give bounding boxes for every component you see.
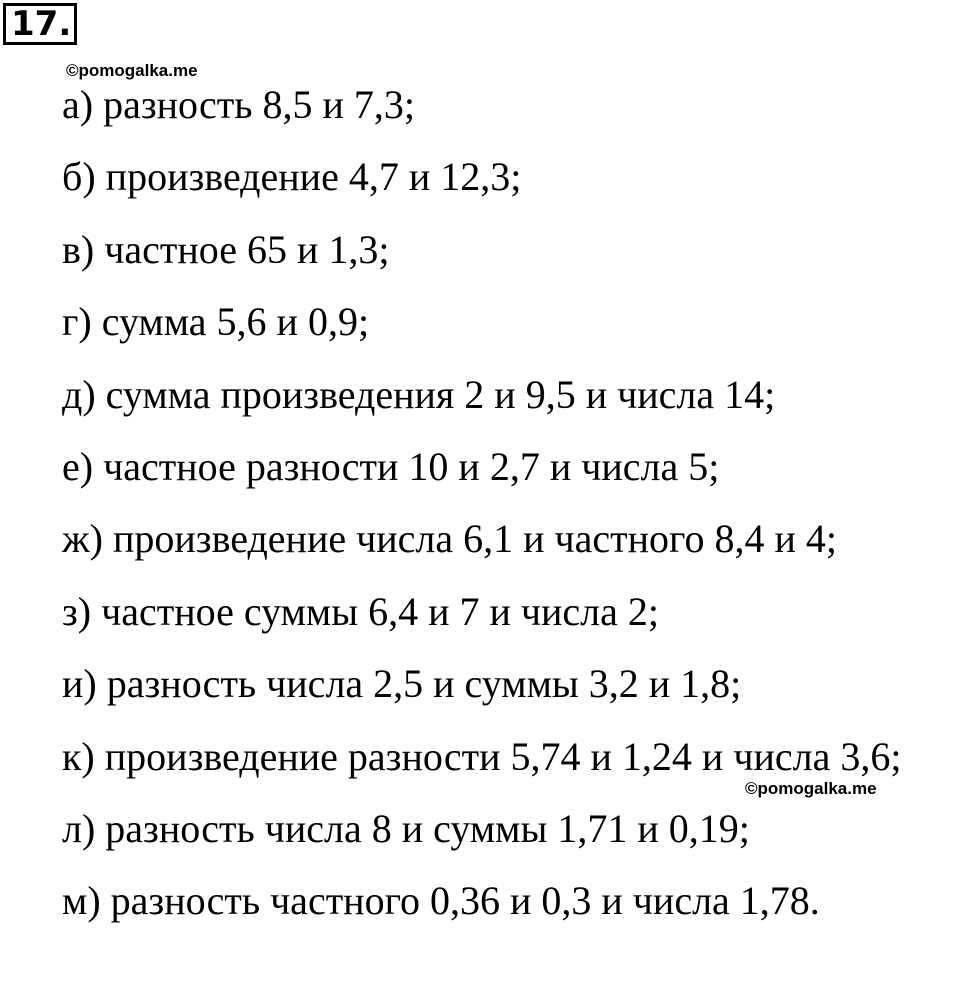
watermark-top: ©pomogalka.me <box>66 61 198 80</box>
exercise-item-b: б) произведение 4,7 и 12,3; <box>62 154 522 200</box>
exercise-item-l: л) разность числа 8 и суммы 1,71 и 0,19; <box>62 805 750 851</box>
exercise-item-d: д) сумма произведения 2 и 9,5 и числа 14; <box>62 371 776 417</box>
task-number: 17. <box>3 3 77 45</box>
exercise-list <box>62 82 901 951</box>
exercise-item-zh: ж) произведение числа 6,1 и частного 8,4 и 4; <box>62 516 837 562</box>
exercise-item-a: а) разность 8,5 и 7,3; <box>62 82 416 127</box>
exercise-item-m: м) разность частного 0,36 и 0,3 и числа 1,78. <box>62 878 820 924</box>
exercise-item-g: г) сумма 5,6 и 0,9; <box>62 299 370 345</box>
exercise-item-v: в) частное 65 и 1,3; <box>62 226 390 272</box>
exercise-item-z: з) частное суммы 6,4 и 7 и числа 2; <box>62 588 659 634</box>
exercise-item-i: и) разность числа 2,5 и суммы 3,2 и 1,8; <box>62 661 742 707</box>
exercise-item-e: е) частное разности 10 и 2,7 и числа 5; <box>62 443 720 489</box>
watermark-middle: ©pomogalka.me <box>745 779 877 798</box>
exercise-item-k: к) произведение разности 5,74 и 1,24 и числа 3,6; <box>62 733 902 779</box>
